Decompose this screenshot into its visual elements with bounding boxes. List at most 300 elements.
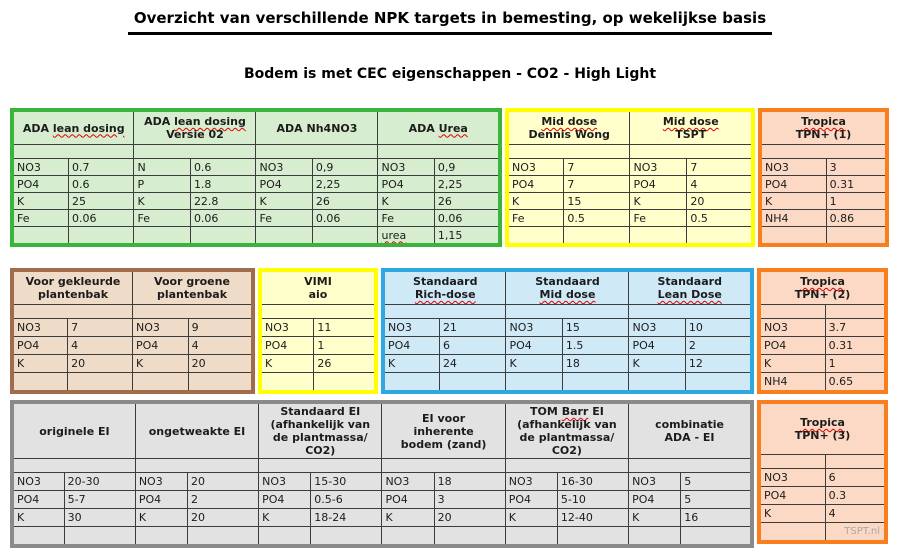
column-header: Mid dose Dennis Wong <box>507 110 630 145</box>
column-header: EI voor inherente bodem (zand) <box>382 402 505 459</box>
nutrient-label <box>134 227 190 246</box>
nutrient-label: K <box>12 509 64 527</box>
nutrient-value <box>68 373 133 393</box>
spacer-row <box>12 459 752 473</box>
nutrient-label: PO4 <box>256 176 312 193</box>
column-header: Standaard Rich-dose <box>383 270 506 305</box>
table-row <box>383 355 752 373</box>
nutrient-value: 11 <box>314 319 376 337</box>
nutrient-label: Fe <box>134 210 190 227</box>
nutrient-label: NO3 <box>630 159 687 176</box>
column-header: Standaard Mid dose <box>506 270 629 305</box>
nutrient-value <box>564 227 630 246</box>
spacer-cell <box>760 145 887 159</box>
table-tropica1 <box>758 108 889 247</box>
nutrient-label: NO3 <box>760 159 826 176</box>
nutrient-value: 2 <box>685 337 752 355</box>
nutrient-label: PO4 <box>629 491 681 509</box>
npk-band-3 <box>10 400 888 548</box>
spacer-cell <box>134 145 256 159</box>
nutrient-label: PO4 <box>505 491 557 509</box>
nutrient-value: 18 <box>562 355 629 373</box>
nutrient-label: PO4 <box>629 337 685 355</box>
nutrient-value <box>190 227 256 246</box>
spacer-cell <box>505 459 628 473</box>
table-row <box>759 373 886 393</box>
nutrient-value <box>562 373 629 393</box>
nutrient-label: NO3 <box>506 319 562 337</box>
misspelled-word: Mid dose <box>539 288 596 301</box>
nutrient-label <box>260 373 314 393</box>
header-row <box>12 402 752 459</box>
table-row <box>759 355 886 373</box>
nutrient-value: 3.7 <box>825 319 886 337</box>
column-header: TOM Barr EI (afhankelijk van de plantmassa/ CO2) <box>505 402 628 459</box>
table-row <box>507 159 753 176</box>
nutrient-value <box>434 527 505 547</box>
misspelled-word: Rich-dose <box>414 288 476 301</box>
table-row <box>12 227 500 246</box>
table-row <box>12 159 500 176</box>
table-row <box>759 337 886 355</box>
nutrient-label: PO4 <box>12 337 68 355</box>
nutrient-value: 20 <box>687 193 753 210</box>
nutrient-value: 7 <box>564 176 630 193</box>
nutrient-value: 0.06 <box>312 210 378 227</box>
table-row <box>383 373 752 393</box>
spacer-row <box>260 305 376 319</box>
table-row <box>760 176 887 193</box>
nutrient-label <box>12 227 68 246</box>
nutrient-value <box>687 227 753 246</box>
nutrient-label: NO3 <box>629 473 681 491</box>
table-row <box>760 227 887 246</box>
nutrient-value: 0.3 <box>825 487 886 505</box>
column-header: Standaard EI (afhankelijk van de plantmassa/ CO2) <box>259 402 382 459</box>
header-row <box>383 270 752 305</box>
column-header: Tropica TPN+ (1) <box>760 110 887 145</box>
nutrient-label: PO4 <box>12 491 64 509</box>
table-ada <box>10 108 502 247</box>
nutrient-value: 26 <box>314 355 376 373</box>
nutrient-label: NO3 <box>12 473 64 491</box>
nutrient-value: 2,25 <box>312 176 378 193</box>
spacer-cell <box>507 145 630 159</box>
spacer-row <box>759 305 886 319</box>
nutrient-label <box>12 373 68 393</box>
nutrient-value: 2,25 <box>434 176 500 193</box>
misspelled-word: Tropica <box>800 275 845 288</box>
nutrient-label: PO4 <box>759 487 825 505</box>
table-row <box>759 319 886 337</box>
column-header: ADA lean dosing <box>12 110 134 145</box>
nutrient-value: 16 <box>681 509 752 527</box>
nutrient-value: 0.06 <box>190 210 256 227</box>
nutrient-value: 4 <box>687 176 753 193</box>
nutrient-label: K <box>759 505 825 523</box>
nutrient-value: 15 <box>564 193 630 210</box>
nutrient-value: 5 <box>681 491 752 509</box>
column-header: combinatie ADA - EI <box>629 402 752 459</box>
nutrient-label: K <box>12 355 68 373</box>
nutrient-label: Fe <box>12 210 68 227</box>
spacer-cell <box>629 305 752 319</box>
spacer-cell <box>825 455 886 469</box>
nutrient-value: 6 <box>439 337 506 355</box>
nutrient-label: Fe <box>256 210 312 227</box>
nutrient-value: 0.7 <box>68 159 134 176</box>
table-row <box>507 193 753 210</box>
nutrient-value: 0.6 <box>190 159 256 176</box>
nutrient-value: 25 <box>68 193 134 210</box>
nutrient-label: K <box>260 355 314 373</box>
nutrient-value: 7 <box>68 319 133 337</box>
nutrient-value: 18-24 <box>311 509 382 527</box>
table-row <box>759 487 886 505</box>
table-row <box>760 193 887 210</box>
nutrient-label <box>132 373 188 393</box>
nutrient-label: NO3 <box>256 159 312 176</box>
table-row <box>759 469 886 487</box>
nutrient-label: PO4 <box>259 491 311 509</box>
table-row <box>12 373 253 393</box>
nutrient-label: Fe <box>630 210 687 227</box>
spacer-cell <box>759 305 825 319</box>
column-header: Tropica TPN+ (2) <box>759 270 886 305</box>
header-row <box>760 110 887 145</box>
table-row <box>383 319 752 337</box>
nutrient-value: 20-30 <box>64 473 135 491</box>
nutrient-label: PO4 <box>132 337 188 355</box>
spacer-cell <box>378 145 500 159</box>
nutrient-label: NO3 <box>135 473 187 491</box>
nutrient-value: 5-7 <box>64 491 135 509</box>
column-header: Tropica TPN+ (3) <box>759 402 886 455</box>
spacer-cell <box>629 459 752 473</box>
header-row <box>759 402 886 455</box>
table-tropica3 <box>757 400 888 544</box>
nutrient-value <box>557 527 628 547</box>
misspelled-word: urea <box>381 228 407 242</box>
spacer-cell <box>256 145 378 159</box>
nutrient-label <box>259 527 311 547</box>
spacer-cell <box>825 305 886 319</box>
nutrient-value <box>685 373 752 393</box>
nutrient-label: K <box>134 193 190 210</box>
nutrient-value <box>439 373 506 393</box>
column-header: VIMI aio <box>260 270 376 305</box>
nutrient-value: 5 <box>681 473 752 491</box>
table-standaard <box>381 268 754 394</box>
nutrient-label <box>759 523 825 543</box>
column-header: Voor gekleurde plantenbak <box>12 270 132 305</box>
nutrient-value: 30 <box>64 509 135 527</box>
nutrient-label: NO3 <box>507 159 564 176</box>
nutrient-label: NO3 <box>759 469 825 487</box>
nutrient-value <box>826 227 887 246</box>
nutrient-value: 26 <box>312 193 378 210</box>
column-header: ADA lean dosing Versie 02 <box>134 110 256 145</box>
nutrient-label: NO3 <box>382 473 434 491</box>
nutrient-label: NO3 <box>629 319 685 337</box>
nutrient-label: PO4 <box>760 176 826 193</box>
table-row <box>759 523 886 543</box>
spacer-cell <box>135 459 258 473</box>
spacer-cell <box>383 305 506 319</box>
column-header: ADA Urea <box>378 110 500 145</box>
nutrient-label: K <box>256 193 312 210</box>
nutrient-label: PO4 <box>260 337 314 355</box>
table-row <box>12 491 752 509</box>
table-row <box>12 473 752 491</box>
nutrient-label: NH4 <box>760 210 826 227</box>
spacer-cell <box>132 305 253 319</box>
misspelled-word: Lean Dose <box>657 288 722 301</box>
nutrient-value <box>188 373 253 393</box>
nutrient-value: 1.8 <box>190 176 256 193</box>
spacer-cell <box>259 459 382 473</box>
nutrient-label: K <box>378 193 434 210</box>
nutrient-label: PO4 <box>378 176 434 193</box>
nutrient-label: PO4 <box>507 176 564 193</box>
misspelled-word: Tropica <box>800 416 845 429</box>
misspelled-word: lean dosing <box>174 115 246 128</box>
table-row <box>260 355 376 373</box>
nutrient-label: K <box>629 355 685 373</box>
title-row <box>0 8 900 35</box>
spacer-cell <box>382 459 505 473</box>
spacer-row <box>507 145 753 159</box>
nutrient-value: 4 <box>68 337 133 355</box>
nutrient-value: 20 <box>68 355 133 373</box>
nutrient-value: 0.5-6 <box>311 491 382 509</box>
nutrient-value: 0.5 <box>564 210 630 227</box>
table-row <box>12 509 752 527</box>
misspelled-word: Mid dose <box>541 115 598 128</box>
subtitle-row <box>0 63 900 82</box>
nutrient-value: 0.5 <box>687 210 753 227</box>
table-row <box>260 337 376 355</box>
spacer-cell <box>12 459 135 473</box>
spacer-row <box>759 455 886 469</box>
column-header: Standaard Lean Dose <box>629 270 752 305</box>
nutrient-label: N <box>134 159 190 176</box>
header-row <box>12 110 500 145</box>
nutrient-value: 21 <box>439 319 506 337</box>
nutrient-label: NO3 <box>505 473 557 491</box>
nutrient-value: 7 <box>687 159 753 176</box>
nutrient-value: 20 <box>187 473 258 491</box>
column-header: Mid dose TSPT <box>630 110 753 145</box>
nutrient-value: 1.5 <box>562 337 629 355</box>
table-row <box>507 210 753 227</box>
table-middose <box>505 108 755 247</box>
table-plantenbak <box>10 268 255 394</box>
nutrient-value: 1 <box>825 355 886 373</box>
table-row <box>759 505 886 523</box>
nutrient-value <box>314 373 376 393</box>
nutrient-label <box>629 527 681 547</box>
nutrient-value: 15-30 <box>311 473 382 491</box>
nutrient-label <box>135 527 187 547</box>
nutrient-label: P <box>134 176 190 193</box>
nutrient-label: PO4 <box>382 491 434 509</box>
spacer-cell <box>759 455 825 469</box>
nutrient-value: 6 <box>825 469 886 487</box>
table-row <box>507 176 753 193</box>
table-row <box>12 527 752 547</box>
nutrient-value: 0,9 <box>434 159 500 176</box>
table-row <box>760 159 887 176</box>
nutrient-label: PO4 <box>383 337 439 355</box>
nutrient-value: 0.86 <box>826 210 887 227</box>
npk-band-1 <box>10 108 889 247</box>
nutrient-value: 15 <box>562 319 629 337</box>
column-header: Voor groene plantenbak <box>132 270 253 305</box>
table-row <box>760 210 887 227</box>
page-title: Overzicht van verschillende NPK targets in bemesting, op wekelijkse basis <box>128 9 772 35</box>
nutrient-value <box>68 227 134 246</box>
spacer-row <box>12 145 500 159</box>
nutrient-value: 0.06 <box>434 210 500 227</box>
nutrient-label: NO3 <box>12 159 68 176</box>
nutrient-label: K <box>506 355 562 373</box>
nutrient-value: 10 <box>685 319 752 337</box>
nutrient-label <box>507 227 564 246</box>
nutrient-value: 20 <box>187 509 258 527</box>
table-row <box>12 319 253 337</box>
table-row <box>12 210 500 227</box>
nutrient-label <box>506 373 562 393</box>
table-vimi <box>258 268 378 394</box>
nutrient-label: NO3 <box>12 319 68 337</box>
column-header: ADA Nh4NO3 <box>256 110 378 145</box>
spacer-row <box>383 305 752 319</box>
nutrient-label <box>12 527 64 547</box>
nutrient-label: K <box>505 509 557 527</box>
table-tropica2 <box>757 268 888 394</box>
nutrient-value: 16-30 <box>557 473 628 491</box>
table-row <box>12 355 253 373</box>
nutrient-value: 1 <box>826 193 887 210</box>
spacer-row <box>760 145 887 159</box>
nutrient-label: K <box>135 509 187 527</box>
column-header: ongetweakte EI <box>135 402 258 459</box>
nutrient-label: NO3 <box>259 473 311 491</box>
npk-band-2 <box>10 268 888 394</box>
nutrient-value: 18 <box>434 473 505 491</box>
nutrient-label: NH4 <box>759 373 825 393</box>
nutrient-value: 0,9 <box>312 159 378 176</box>
watermark: TSPT.nl <box>825 523 886 543</box>
table-row <box>12 176 500 193</box>
misspelled-word: Barr <box>561 405 589 418</box>
nutrient-label <box>256 227 312 246</box>
nutrient-value: 24 <box>439 355 506 373</box>
table-row <box>12 193 500 210</box>
nutrient-value <box>311 527 382 547</box>
spacer-cell <box>630 145 753 159</box>
table-row <box>383 337 752 355</box>
table-row <box>260 319 376 337</box>
spacer-cell <box>12 305 132 319</box>
nutrient-value: 1,15 <box>434 227 500 246</box>
nutrient-value: 7 <box>564 159 630 176</box>
nutrient-label <box>383 373 439 393</box>
nutrient-value <box>312 227 378 246</box>
nutrient-label: K <box>507 193 564 210</box>
nutrient-value <box>681 527 752 547</box>
header-row <box>759 270 886 305</box>
misspelled-word: lean dosing <box>52 121 125 135</box>
nutrient-value: 9 <box>188 319 253 337</box>
nutrient-label: K <box>382 509 434 527</box>
nutrient-value: 1 <box>314 337 376 355</box>
nutrient-value: 4 <box>188 337 253 355</box>
misspelled-word: Urea <box>438 121 468 135</box>
nutrient-value: 0.65 <box>825 373 886 393</box>
nutrient-label <box>505 527 557 547</box>
spacer-cell <box>12 145 134 159</box>
table-ei <box>10 400 754 548</box>
nutrient-value: 2 <box>187 491 258 509</box>
page-subtitle: Bodem is met CEC eigenschappen - CO2 - High Light <box>243 66 657 82</box>
nutrient-label: Fe <box>507 210 564 227</box>
nutrient-value: 0.31 <box>825 337 886 355</box>
nutrient-value: 3 <box>826 159 887 176</box>
nutrient-label: NO3 <box>378 159 434 176</box>
column-header: originele EI <box>12 402 135 459</box>
nutrient-label: K <box>759 355 825 373</box>
spacer-cell <box>506 305 629 319</box>
nutrient-value: 12-40 <box>557 509 628 527</box>
nutrient-value: 0.06 <box>68 210 134 227</box>
nutrient-label: PO4 <box>506 337 562 355</box>
nutrient-label: NO3 <box>383 319 439 337</box>
nutrient-label: PO4 <box>759 337 825 355</box>
header-row <box>12 270 253 305</box>
nutrient-value: 5-10 <box>557 491 628 509</box>
nutrient-label: NO3 <box>260 319 314 337</box>
nutrient-value: 4 <box>825 505 886 523</box>
nutrient-label: K <box>760 193 826 210</box>
nutrient-label: NO3 <box>132 319 188 337</box>
table-row <box>260 373 376 393</box>
nutrient-label: K <box>629 509 681 527</box>
nutrient-label <box>760 227 826 246</box>
nutrient-label: K <box>259 509 311 527</box>
nutrient-label: PO4 <box>135 491 187 509</box>
misspelled-word: Tropica <box>801 115 846 128</box>
nutrient-value: 0.31 <box>826 176 887 193</box>
nutrient-value: 20 <box>434 509 505 527</box>
nutrient-label: K <box>383 355 439 373</box>
nutrient-label: PO4 <box>12 176 68 193</box>
table-row <box>507 227 753 246</box>
nutrient-label <box>630 227 687 246</box>
nutrient-value: 3 <box>434 491 505 509</box>
nutrient-label: Fe <box>378 210 434 227</box>
spacer-row <box>12 305 253 319</box>
misspelled-word: Mid dose <box>662 115 719 128</box>
spacer-cell <box>260 305 376 319</box>
nutrient-value: 26 <box>434 193 500 210</box>
header-row <box>507 110 753 145</box>
nutrient-value: 20 <box>188 355 253 373</box>
nutrient-label: K <box>12 193 68 210</box>
nutrient-value <box>187 527 258 547</box>
nutrient-label <box>629 373 685 393</box>
